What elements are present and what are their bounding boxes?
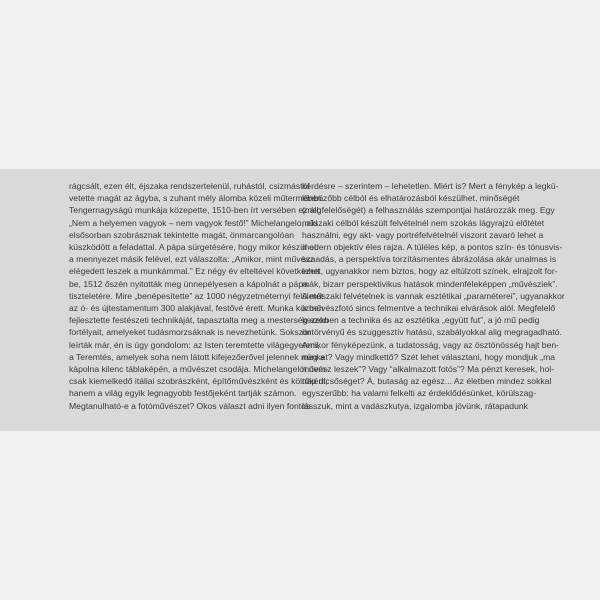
text-line: kápolna kilenc táblaképén, a művészet csodája. Michelangelót nem-: [69, 364, 329, 375]
text-line: Amikor fényképezünk, a tudatosság, vagy az ösztönösség hajt ben-: [302, 339, 560, 350]
text-line: egyszerűbb: ha valami felkelti az érdeklődésünket, körülszag-: [302, 388, 537, 399]
text-line: A műszaki felvételnek is vannak esztétikai „paraméterei”, ugyanakkor: [302, 290, 565, 301]
text-line: leírták már, én is úgy gondolom: az Isten teremtette világegyetem,: [69, 339, 320, 350]
text-line: szaadás, a perspektíva torzításmentes ábrázolása akár unalmas is: [302, 254, 557, 265]
text-line: (megfelelőségét) a felhasználás szempontjai határozzák meg. Egy: [302, 205, 555, 216]
text-line: művész leszek”? Vagy “alkalmazott fotós”? Ma pénzt keresek, hol-: [302, 364, 555, 375]
text-line: lásszuk, mint a vadászkutya, izgalomba jövünk, rátapadunk: [302, 400, 528, 411]
text-line: öntörvényű és szuggesztív hatású, szabályokkal alig megragadható.: [302, 327, 562, 338]
text-line: a Teremtés, amelyek soha nem látott kifejezőerővel jelennek meg a: [69, 351, 325, 362]
text-line: fortélyait, amelyeket tudásmorzsáknak is nevezhetünk. Sokszor: [69, 327, 311, 338]
text-line: Megtanulható-e a fotóművészet? Okos választ adni ilyen fontos: [69, 400, 311, 411]
text-line: hanem a világ egyik legnagyobb festőjeként tartják számon.: [69, 388, 297, 399]
text-line: be, 1512 őszén nyitották meg ünnepélyesen a kápolnát a pápa: [69, 278, 308, 289]
text-line: fejlesztette festészeti technikáját, tapasztalta meg a mesterség azon: [69, 315, 329, 326]
left-text-column: [69, 180, 329, 412]
text-line: mák, bizarr perspektivikus hatások mindenféleképpen „művésziek”.: [302, 278, 558, 289]
text-line: küszködött a feladattal. A pápa sürgetésére, hogy mikor készül el: [69, 242, 316, 253]
text-line: nünket? Vagy mindkettő? Szét lehet választani, hogy mondjuk „ma: [302, 351, 556, 362]
text-line: tiszteletére. Mire „benépesítette” az 1000 négyzetméternyi felületet: [69, 290, 324, 301]
text-line: csak kiemelkedő itáliai szobrászként, építőművészként és költőként,: [69, 376, 328, 387]
text-line: a művészfotó sincs felmentve a technikai elvárások alól. Megfelelő: [302, 303, 556, 314]
text-line: kérdésre – szerintem – lehetetlen. Miért is? Mert a fénykép a legkü-: [302, 181, 559, 191]
text-line: modern objektív éles rajza. A túléles kép, a pontos szín- és tónusvis-: [302, 242, 563, 253]
text-line: „Nem a helyemen vagyok – nem vagyok festő!” Michelangelo, aki: [69, 217, 318, 228]
text-line: vetette magát az ágyba, s zuhant mély álomba közeli műtermében.: [69, 193, 325, 204]
text-line: lönbözőbb célból és elhatározásból készülhet, minőségét: [302, 193, 520, 204]
text-line: elégedett leszek a munkámmal.” Ez négy év elteltével következett: [69, 266, 320, 277]
text-line: az ó- és újtestamentum 300 alakjával, festővé érett. Munka közben: [69, 303, 324, 314]
text-line: rágcsált, ezen élt, éjszaka rendszertelenül, ruhástól, csizmástól: [69, 181, 310, 191]
right-text-column: [302, 180, 565, 412]
text-line: nap dicsőséget? Á, butaság az egész... Az életben mindez sokkal: [302, 376, 552, 387]
text-line: műszaki célból készült felvételnél nem szokás lágyrajzú előtétet: [302, 217, 545, 228]
text-line: kezekben a technika és az esztétika „együtt fut”, a jó mű pedig: [302, 315, 540, 326]
text-line: használni, egy akt- vagy portréfelvételnél viszont zavaró lehet a: [302, 229, 544, 240]
text-line: a mennyezet másik felével, ezt válaszolta: „Amikor, mint művész: [69, 254, 315, 265]
text-line: Tengernagyságú munkája közepette, 1510-ben írt versében ez áll:: [69, 205, 321, 216]
text-line: elsősorban szobrásznak tekintette magát, önmarcangolóan: [69, 229, 295, 240]
text-line: lehet, ugyanakkor nem biztos, hogy az eltúlzott színek, elrajzolt for-: [302, 266, 558, 277]
